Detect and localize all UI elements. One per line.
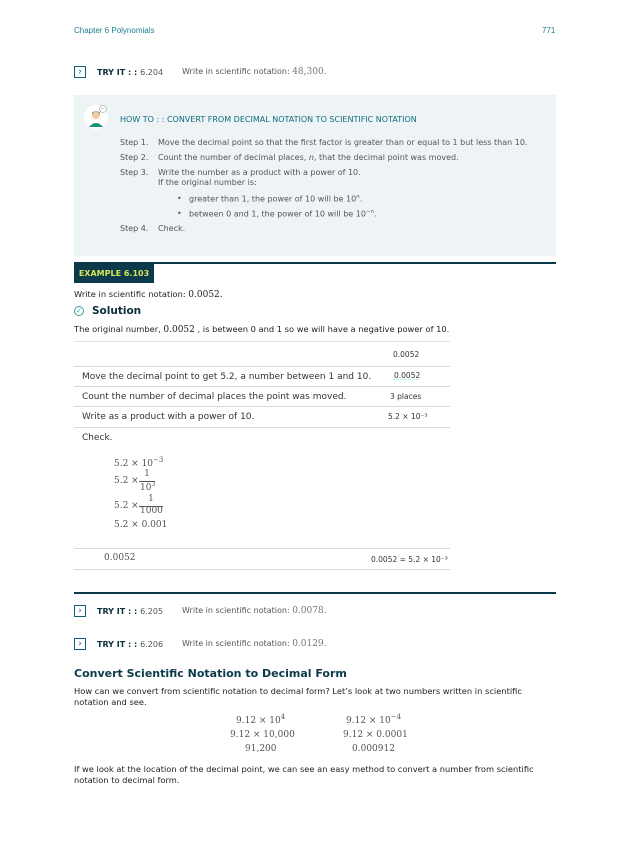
step-2-text	[158, 153, 459, 162]
check-line-4: 5.2 × 0.001	[114, 520, 168, 530]
table-row-left: Move the decimal point to get 5.2, a number between 1 and 10.	[82, 372, 372, 382]
example-col1-line3: 91,200	[245, 744, 277, 754]
col1-l1-base: 9.12 × 10	[236, 716, 281, 726]
solution-intro	[74, 324, 449, 335]
solution-intro-b: , is between 0 and 1 so we will have a negative power of 10.	[197, 324, 450, 334]
step-3-text: Write the number as a product with a power of 10.	[158, 168, 361, 177]
page-number: 771	[542, 26, 556, 35]
section-para-1: How can we convert from scientific notation to decimal form? Let’s look at two numbers written in scientific notation and see.	[74, 686, 522, 707]
col2-l1-exp: −4	[390, 713, 402, 721]
section-title: Convert Scientific Notation to Decimal Form	[74, 667, 347, 680]
try-it-math: 0.0129.	[292, 639, 327, 649]
check-line-3-num: 1	[148, 494, 154, 504]
how-to-title	[120, 115, 417, 124]
try-it-6-206	[74, 637, 163, 651]
how-to-title-text: HOW TO : : CONVERT FROM DECIMAL NOTATION TO SCIENTIFIC NOTATION	[120, 115, 417, 124]
table-final-row	[74, 548, 450, 570]
bullet-dot: •	[177, 194, 182, 203]
how-to-box	[74, 95, 556, 256]
check-circle-icon: ✓	[74, 306, 84, 316]
try-it-question	[182, 639, 327, 649]
table-top-rule	[74, 341, 450, 342]
bullet-1-sup: n	[356, 194, 360, 200]
try-it-text: Write in scientific notation:	[182, 67, 290, 76]
table-row-left: Check.	[82, 433, 113, 443]
check-line-2-den-base: 10	[140, 483, 152, 493]
final-right: 0.0052 = 5.2 × 10⁻³	[371, 555, 448, 564]
example-col2-line1	[346, 713, 401, 726]
step-3-label: Step 3.	[120, 168, 149, 177]
section-para-2: If we look at the location of the decimal point, we can see an easy method to convert a number from scientific notation to decimal form.	[74, 764, 534, 785]
step-4-label: Step 4.	[120, 224, 149, 233]
check-line-2: 5.2 ×	[114, 476, 139, 486]
try-it-math: 0.0078.	[292, 606, 327, 616]
bullet-2-text: between 0 and 1, the power of 10 will be 10	[189, 209, 366, 219]
check-line-1	[114, 456, 163, 469]
table-row-right: 3 places	[390, 392, 422, 401]
example-col1-line1	[236, 713, 285, 726]
step-2-n: n	[308, 153, 314, 162]
table-row	[74, 427, 450, 550]
person-icon	[84, 105, 108, 129]
col1-l1-exp: 4	[280, 713, 286, 721]
try-it-text: Write in scientific notation:	[182, 639, 290, 648]
example-problem-math: 0.0052.	[188, 290, 223, 300]
example-problem-text: Write in scientific notation:	[74, 289, 186, 299]
bullet-2-sup: −n	[365, 209, 375, 215]
bullet-2-end: .	[374, 209, 377, 219]
try-it-number: 6.204	[140, 67, 164, 77]
check-line-1-base: 5.2 × 10	[114, 459, 154, 469]
check-line-1-exp: −3	[153, 456, 164, 464]
try-it-label: TRY IT : :	[97, 67, 138, 77]
table-header-value: 0.0052	[393, 350, 420, 359]
check-line-3: 5.2 ×	[114, 501, 139, 511]
example-col2-line3: 0.000912	[352, 744, 395, 754]
bullet-1-end: .	[359, 194, 363, 204]
try-it-6-204	[74, 65, 163, 79]
chevron-right-icon[interactable]: ›	[74, 638, 86, 650]
try-it-label: TRY IT : :	[97, 639, 138, 649]
bullet-dot: •	[177, 209, 182, 218]
solution-intro-math: 0.0052	[163, 325, 195, 335]
final-left: 0.0052	[104, 553, 136, 563]
table-row	[74, 386, 450, 407]
step-1-label: Step 1.	[120, 138, 149, 147]
try-it-number: 6.206	[140, 639, 164, 649]
example-label: EXAMPLE 6.103	[74, 264, 154, 283]
try-it-question	[182, 67, 327, 77]
table-row	[74, 406, 450, 427]
svg-text:···: ···	[100, 106, 105, 111]
check-line-2-num: 1	[144, 469, 150, 479]
try-it-6-205	[74, 604, 163, 618]
step-1-text: Move the decimal point so that the first factor is greater than or equal to 1 but less than 10.	[158, 138, 528, 147]
try-it-question	[182, 606, 327, 616]
solution-heading: Solution	[92, 305, 142, 317]
table-row-left: Write as a product with a power of 10.	[82, 412, 255, 422]
table-row-right: 0.0052	[394, 371, 421, 380]
example-col1-line2: 9.12 × 10,000	[230, 730, 295, 740]
example-end-rule	[74, 592, 556, 594]
table-row	[74, 366, 450, 387]
bullet-1	[189, 194, 362, 204]
try-it-label: TRY IT : :	[97, 606, 138, 616]
chevron-right-icon[interactable]: ›	[74, 605, 86, 617]
step-2-label: Step 2.	[120, 153, 149, 162]
example-problem	[74, 289, 223, 300]
bullet-1-text: greater than 1, the power of 10 will be 10	[189, 194, 357, 204]
try-it-number: 6.205	[140, 606, 164, 616]
step-3-text2: If the original number is:	[158, 178, 257, 187]
step-4-text: Check.	[158, 224, 186, 233]
col2-l1-base: 9.12 × 10	[346, 716, 391, 726]
step-2-text-b: , that the decimal point was moved.	[313, 153, 459, 162]
chevron-right-icon[interactable]: ›	[74, 66, 86, 78]
step-2-text-a: Count the number of decimal places,	[158, 153, 307, 162]
table-row-right: 5.2 × 10⁻³	[388, 412, 428, 421]
check-line-2-den	[140, 481, 155, 493]
try-it-math: 48,300.	[292, 67, 327, 77]
table-row-left: Count the number of decimal places the point was moved.	[82, 392, 347, 402]
check-line-3-den: 1000	[140, 506, 163, 516]
bullet-2	[189, 209, 377, 219]
chapter-header: Chapter 6 Polynomials	[74, 26, 155, 35]
example-col2-line2: 9.12 × 0.0001	[343, 730, 408, 740]
check-line-2-den-exp: 3	[151, 481, 156, 488]
try-it-text: Write in scientific notation:	[182, 606, 290, 615]
solution-intro-a: The original number,	[74, 324, 161, 334]
